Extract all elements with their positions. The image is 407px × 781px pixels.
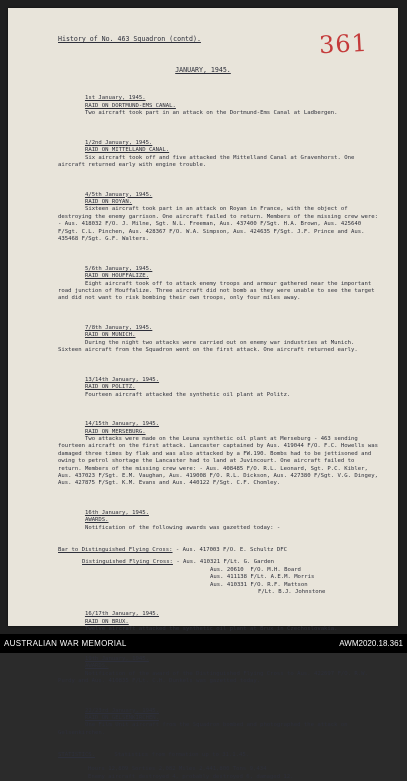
entry-text: Six aircraft took off and five attacked the Mittelland Canal at Gravenhorst. One aircraft returned early with engine trouble. bbox=[58, 154, 358, 169]
footer-institution: AUSTRALIAN WAR MEMORIAL bbox=[4, 639, 127, 648]
statistics-line: Hours 12,809 Sorties 2,082 Miles 2,441,800 Tons 9,434 bbox=[88, 766, 267, 773]
entry-operation: RAID ON HOUFFALIZE. bbox=[84, 273, 149, 280]
award-recipient: F/Lt. B.J. Johnstone bbox=[258, 589, 326, 596]
entry-text: Fourteen aircraft attacked the synthetic oil plant at Politz. bbox=[84, 391, 291, 398]
entry-date: 16/17th January, 1945. bbox=[84, 611, 160, 618]
entry bbox=[58, 414, 382, 495]
award-recipient: Aus. 20610 F/O. M.H. Board bbox=[210, 566, 301, 573]
entry bbox=[58, 369, 378, 406]
entry-date: 19th January, 1945. bbox=[84, 655, 149, 662]
entry-operation: RAID ON MERSEBURG. bbox=[84, 428, 146, 435]
entry-date: 16th January, 1945. bbox=[84, 510, 149, 517]
award-label: Distinguished Flying Cross: bbox=[82, 559, 173, 566]
entry bbox=[58, 258, 378, 310]
entry-text: During the night two attacks were carried out on enemy war industries at Munich. Sixteen aircraft from the Squadron went on the first attack. One aircraft returned early. bbox=[58, 339, 358, 354]
entry-date: 1st January, 1945. bbox=[84, 95, 146, 102]
entries-list bbox=[58, 88, 382, 781]
statistics-label: STATISTICS. bbox=[58, 751, 96, 758]
statistics-block bbox=[58, 752, 378, 781]
entry-operation: RAID ON ROYAN. bbox=[84, 199, 133, 206]
entry-operation: RAID ON GELSENKIRCHEN. bbox=[84, 714, 160, 721]
entry bbox=[58, 503, 378, 540]
award-recipient: - Aus. 417003 F/O. E. Schultz DFC bbox=[175, 547, 288, 554]
award-line bbox=[58, 547, 378, 554]
entry-text: Notification of the following awards was gazetted today: - bbox=[84, 524, 281, 531]
awards-block bbox=[58, 547, 378, 596]
entry bbox=[58, 648, 378, 692]
folio-number: 361 bbox=[318, 28, 369, 60]
entry-text: Twelve aircraft attacked the synthetic oil plant at Brux in Czechoslovakia. bbox=[84, 626, 338, 633]
entry-text: Two aircraft took part in an attack on the Dortmund-Ems Canal at Ladbergen. bbox=[84, 110, 338, 117]
entry-operation: RAID ON BRUX. bbox=[84, 618, 129, 625]
month-heading: JANUARY, 1945. bbox=[175, 66, 231, 74]
entry-date: 4/5th January, 1945. bbox=[84, 191, 153, 198]
entry-operation: RAID ON POLITZ. bbox=[84, 384, 136, 391]
entry-text: One Film Unit aircraft from the Squadron bombed and photographed the attack on Gelsenkirchen. bbox=[58, 722, 352, 736]
award-recipient: Aus. 410331 F/O. R.F. Mattson bbox=[210, 581, 308, 588]
award-recipient: Aus. 411138 F/Lt. A.E.M. Morris bbox=[210, 574, 315, 581]
entry-text: Eight aircraft took off to attack enemy troops and armour gathered near the important road junction of Houffalize. Three aircraft did not bomb as they were unable to see the target and did not want to risk bombing their own troops, only four miles away. bbox=[58, 280, 378, 302]
entry bbox=[58, 132, 378, 176]
statistics-intro: Statistics from formation up to 31.1.45. bbox=[114, 751, 250, 758]
award-label: Bar to Distinguished Flying Cross: bbox=[58, 547, 173, 554]
entry-date: 1/2nd January, 1945. bbox=[84, 139, 153, 146]
entry-date: 13/14th January, 1945. bbox=[84, 376, 160, 383]
entry-date: 5/6th January, 1945. bbox=[84, 265, 153, 272]
entry-text: Two attacks were made on the Leuna synthetic oil plant at Merseburg - 463 sending fourteen aircraft on the first attack. Lancaster captained by Aus. 419044 F/O. F.C. Howells was damaged three times by flak and was also attacked by a FW.190. Bombs had to be jettisoned and owing to petrol shortage the Lancaster had to land at Juvincourt. One aircraft failed to return. Members of the missing crew were: - Aus. 408485 F/O. R.L. Leonard, Sgt. P.C. Kibler, Aus. 437023 F/Sgt. E.M. Vaughan, Aus. 419008 F/O. R.L. Dickson, Aus. 427380 F/Sgt. V.G. Dingey, Aus. 427875 F/Sgt. K.M. Evans and Aus. 440122 F/Sgt. C.F. Chomley. bbox=[58, 436, 382, 487]
entry-operation: RAID ON MUNICH. bbox=[84, 332, 136, 339]
award-recipient: - Aus. 410321 F/Lt. G. Garden bbox=[176, 559, 274, 566]
entry-text: Notification of the award of the Distinguished Flying Cross to Aus. 422697 F/O. R.W. Purdy and Aus. 410835 F/Lt. C.H. Dunkels was gazetted today. bbox=[58, 670, 372, 684]
entry bbox=[58, 88, 378, 125]
award-line bbox=[58, 559, 378, 566]
entry-operation: RAID ON MITTELLAND CANAL. bbox=[84, 147, 170, 154]
entry bbox=[58, 318, 378, 362]
footer-accession-number: AWM2020.18.361 bbox=[339, 639, 403, 648]
statistics-line: Enemy aircraft destroyed 4, probably destroyed 6, damaged 12. bbox=[88, 773, 294, 780]
entry-date: 22/23rd January, 1945. bbox=[84, 707, 160, 714]
entry-operation: RAID ON DORTMUND-EMS CANAL. bbox=[84, 102, 176, 109]
entry-operation: AWARDS. bbox=[84, 517, 109, 524]
entry-text: Sixteen aircraft took part in an attack on Royan in France, with the object of destroying the enemy garrison. One aircraft failed to return. Members of the missing crew were: - Aus. 418032 F/O. J. Milne, Sgt. N.L. Freeman, Aus. 437400 F/Sgt. H.A. Brown, Aus. 425640 F/Sgt. C.L. Pinchen, Aus. 428367 F/O. W.A. Simpson, Aus. 424635 F/Sgt. J.F. Prince and Aus. 435468 F/Sgt. G.F. Walters. bbox=[58, 206, 382, 243]
entry bbox=[58, 184, 382, 251]
entry-date: 14/15th January, 1945. bbox=[84, 421, 160, 428]
archive-footer bbox=[0, 634, 407, 653]
entry bbox=[58, 700, 378, 744]
entry-operation: AWARDS. bbox=[84, 663, 109, 670]
document-header-title: History of No. 463 Squadron (contd). bbox=[58, 35, 201, 43]
entry-date: 7/8th January, 1945. bbox=[84, 324, 153, 331]
